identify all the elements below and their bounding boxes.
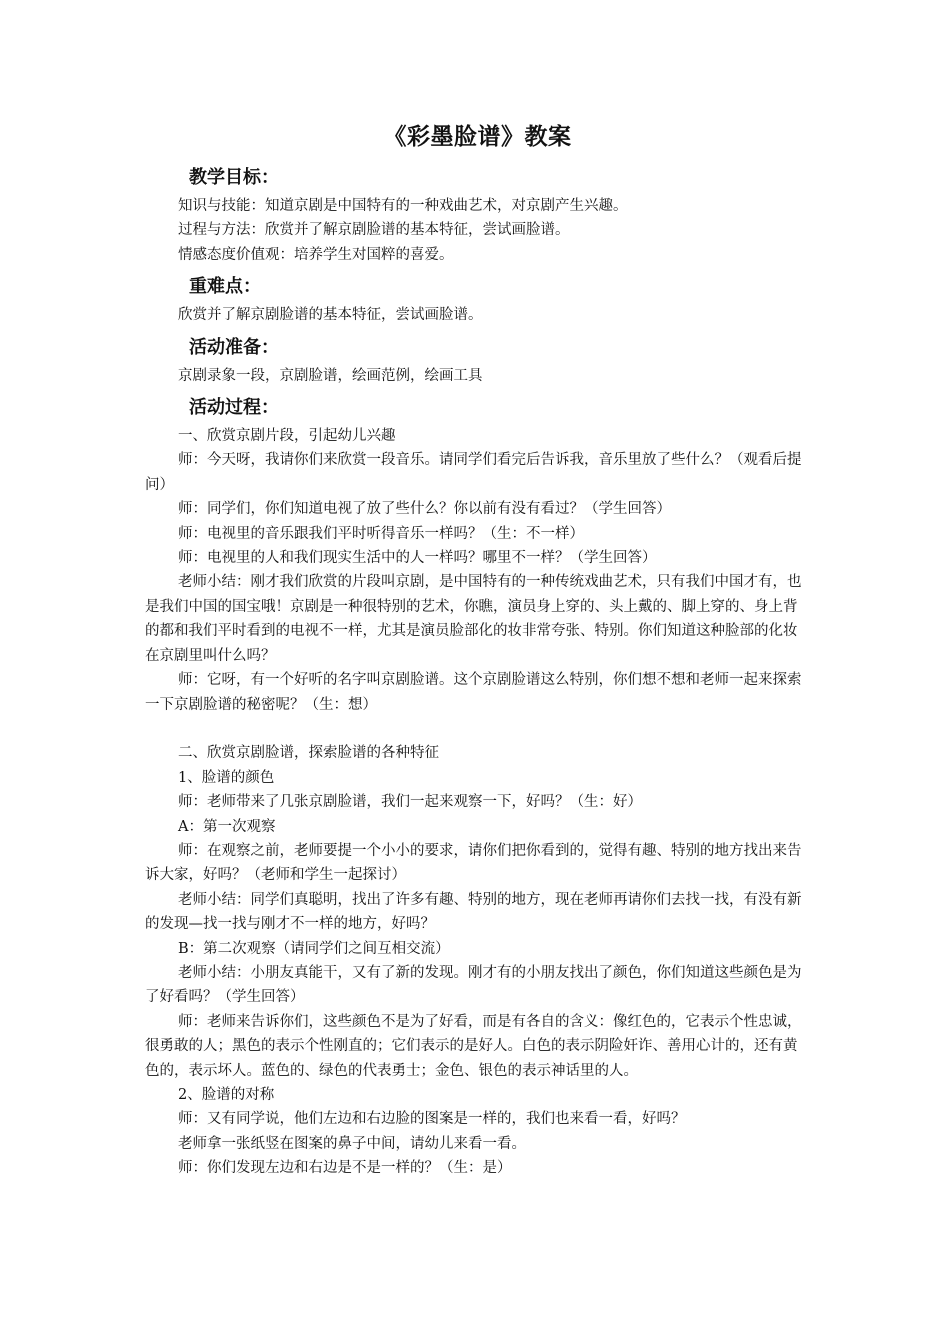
heading-process: 活动过程： <box>189 397 279 419</box>
paragraph: 师：它呀，有一个好听的名字叫京剧脸谱。这个京剧脸谱这么特别，你们想不想和老师一起来探索一下京剧脸谱的秘密呢？（生：想） <box>145 672 802 713</box>
paragraph: 老师小结：同学们真聪明，找出了许多有趣、特别的地方，现在老师再请你们去找一找，有没有新的发现—找一找与刚才不一样的地方，好吗？ <box>145 891 802 933</box>
document-page <box>145 118 810 1181</box>
paragraph: 师：你们发现左边和右边是不是一样的？（生：是） <box>178 1160 512 1177</box>
paragraph: 师：又有同学说，他们左边和右边脸的图案是一样的，我们也来看一看，好吗？ <box>178 1111 686 1128</box>
paragraph: 师：在观察之前，老师要提一个小小的要求，请你们把你看到的，觉得有趣、特别的地方找出来告诉大家，好吗？（老师和学生一起探讨） <box>145 842 802 884</box>
process-step-1-title: 一、欣赏京剧片段，引起幼儿兴趣 <box>178 428 396 445</box>
process-step-2-title: 二、欣赏京剧脸谱，探索脸谱的各种特征 <box>178 745 439 762</box>
observation-b: B：第二次观察（请同学们之间互相交流） <box>178 940 450 957</box>
paragraph: 师：老师来告诉你们，这些颜色不是为了好看，而是有各自的含义：像红色的，它表示个性忠诚，很勇敢的人；黑色的表示个性刚直的；它们表示的是好人。白色的表示阴险奸诈、善用心计的，还有黄色的，表示坏人。蓝色的、绿色的代表勇士；金色、银色的表示神话里的人。 <box>145 1013 802 1079</box>
goal-knowledge: 知识与技能：知道京剧是中国特有的一种戏曲艺术，对京剧产生兴趣。 <box>178 198 628 214</box>
key-points-text: 欣赏并了解京剧脸谱的基本特征，尝试画脸谱。 <box>178 307 483 324</box>
paragraph: 师：电视里的音乐跟我们平时听得音乐一样吗？（生：不一样） <box>178 525 584 542</box>
paragraph: 师：同学们，你们知道电视了放了些什么？你以前有没有看过？（学生回答） <box>178 501 671 518</box>
goal-process: 过程与方法：欣赏并了解京剧脸谱的基本特征，尝试画脸谱。 <box>178 222 570 239</box>
paragraph: 老师拿一张纸竖在图案的鼻子中间，请幼儿来看一看。 <box>178 1135 526 1152</box>
goal-attitude: 情感态度价值观：培养学生对国粹的喜爱。 <box>178 246 454 263</box>
subsection-symmetry: 2、脸谱的对称 <box>178 1086 275 1103</box>
preparation-text: 京剧录象一段，京剧脸谱，绘画范例，绘画工具 <box>178 367 483 384</box>
paragraph: 老师小结：小朋友真能干，又有了新的发现。刚才有的小朋友找出了颜色，你们知道这些颜色是为了好看吗？（学生回答） <box>145 964 802 1006</box>
paragraph: 师：老师带来了几张京剧脸谱，我们一起来观察一下，好吗？（生：好） <box>178 794 642 811</box>
heading-preparation: 活动准备： <box>189 336 279 358</box>
heading-goals: 教学目标： <box>189 167 279 188</box>
document-title: 《彩墨脸谱》教案 <box>383 123 572 150</box>
paragraph: 师：电视里的人和我们现实生活中的人一样吗？哪里不一样？（学生回答） <box>178 550 657 567</box>
observation-a: A：第一次观察 <box>178 818 276 835</box>
paragraph: 师：今天呀，我请你们来欣赏一段音乐。请同学们看完后告诉我，音乐里放了些什么？（观看后提问） <box>145 452 802 493</box>
blank-line <box>145 717 810 741</box>
heading-key-points: 重难点： <box>189 276 261 298</box>
paragraph: 老师小结：刚才我们欣赏的片段叫京剧，是中国特有的一种传统戏曲艺术，只有我们中国才有，也是我们中国的国宝哦！京剧是一种很特别的艺术，你瞧，演员身上穿的、头上戴的、脚上穿的、身上背的都和我们平时看到的电视不一样，尤其是演员脸部化的妆非常夸张、特别。你们知道这种脸部的化妆在京剧里叫什么吗？ <box>145 574 802 664</box>
subsection-color: 1、脸谱的颜色 <box>178 769 275 786</box>
